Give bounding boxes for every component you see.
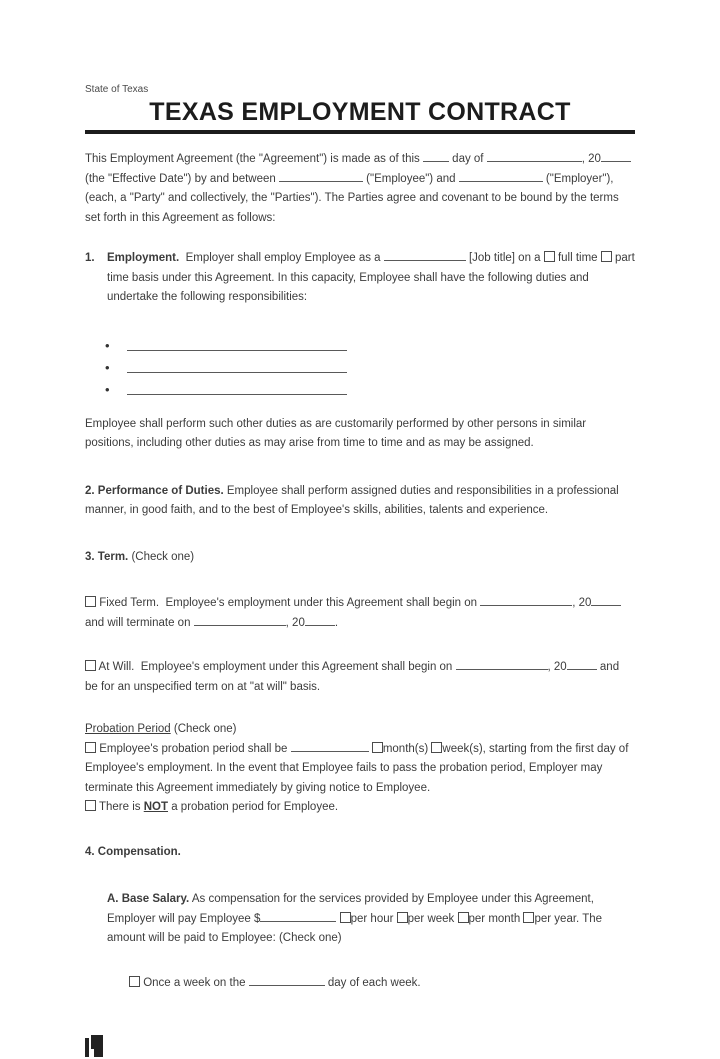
section-2-performance	[85, 482, 635, 521]
text-run: At Will. Employee's employment under this Agreement shall begin on	[96, 661, 456, 673]
blank-field[interactable]	[305, 614, 335, 626]
blank-field[interactable]	[127, 362, 347, 373]
other-duties-paragraph	[85, 415, 635, 454]
text-run: per hour	[350, 912, 397, 925]
page-title: TEXAS EMPLOYMENT CONTRACT	[149, 98, 571, 126]
section-1-employment	[85, 249, 638, 308]
text-run: per year. The amount will be paid to Employee: (Check one)	[107, 912, 606, 944]
text-run: a probation period for Employee.	[168, 801, 339, 813]
duty-bullet-item	[85, 357, 635, 379]
text-run: per week	[407, 912, 458, 925]
blank-field[interactable]	[279, 170, 363, 182]
text-run: (Check one)	[128, 550, 195, 563]
base-salary-paragraph	[85, 890, 635, 949]
text-run: ("Employer"), (each, a "Party" and collectively, the "Parties"). The Parties agree and covenant to be bound by the terms set forth in this Agreement as follows:	[85, 172, 622, 224]
blank-field[interactable]	[567, 658, 597, 670]
term-option-fixed	[85, 594, 635, 633]
blank-field[interactable]	[423, 150, 449, 162]
text-run: Employee shall perform such other duties as are customarily performed by other persons in similar positions, including other duties as may arise from time to time and as may be assigned.	[85, 417, 590, 449]
text-run: Employment.	[107, 252, 180, 264]
checkbox[interactable]	[129, 976, 140, 987]
text-run: full time	[554, 252, 601, 264]
blank-field[interactable]	[456, 658, 548, 670]
text-run: 2. Performance of Duties.	[85, 484, 224, 497]
text-run: , 20	[547, 661, 567, 673]
document-blocks	[85, 150, 638, 993]
checkbox[interactable]	[544, 251, 555, 262]
payment-option-once-a-week	[85, 974, 635, 994]
text-run: There is	[96, 801, 144, 813]
text-run: (Check one)	[170, 723, 237, 735]
text-run: day of each week.	[324, 976, 421, 989]
checkbox[interactable]	[523, 912, 534, 923]
blank-field[interactable]	[127, 384, 347, 395]
text-run: ("Employee") and	[362, 172, 459, 185]
logo-left-bar	[85, 1038, 89, 1057]
blank-field[interactable]	[601, 150, 631, 162]
bullet-icon: •	[105, 359, 110, 375]
blank-field[interactable]	[384, 249, 466, 261]
blank-field[interactable]	[480, 594, 572, 606]
checkbox[interactable]	[431, 742, 442, 753]
text-run: (the "Effective Date") by and between	[85, 153, 635, 185]
text-run: day of	[448, 153, 487, 165]
text-run: part time basis under this Agreement. In this capacity, Employee shall have the following duties and undertake the following responsibilities:	[107, 252, 638, 303]
text-run: NOT	[143, 801, 169, 813]
section-3-term-heading	[85, 548, 635, 568]
text-run: Employee shall perform assigned duties and responsibilities in a professional manner, in good faith, and to the best of Employee's skills, abilities, talents and experience.	[85, 484, 622, 516]
probation-option-none	[85, 798, 635, 818]
title-divider	[85, 130, 635, 134]
probation-period-heading	[85, 720, 635, 740]
blank-field[interactable]	[249, 974, 325, 986]
text-run: Employer shall employ Employee as a	[179, 252, 384, 264]
blank-field[interactable]	[459, 170, 543, 182]
text-run: and will terminate on	[85, 597, 625, 629]
text-run: This Employment Agreement (the "Agreement") is made as of this	[85, 153, 423, 165]
blank-field[interactable]	[591, 594, 621, 606]
text-run: Employee's probation period shall be	[96, 742, 291, 755]
checkbox[interactable]	[601, 251, 612, 262]
blank-field[interactable]	[127, 340, 347, 351]
bullet-icon: •	[105, 381, 110, 397]
text-run: , 20	[581, 153, 601, 165]
text-run: Once a week on the	[140, 976, 249, 989]
checkbox[interactable]	[85, 596, 96, 607]
text-run: and be for an unspecified term on at "at will" basis.	[85, 661, 623, 693]
text-run: .	[334, 616, 339, 629]
probation-option-duration	[85, 740, 635, 799]
legal-templates-logo	[85, 1035, 104, 1059]
duty-bullet-item	[85, 379, 635, 401]
section-number: 1.	[85, 252, 95, 264]
checkbox[interactable]	[85, 660, 96, 671]
section-4-compensation-heading	[85, 843, 635, 863]
text-run: Probation Period	[85, 723, 171, 735]
text-run: [Job title] on a	[465, 252, 544, 264]
logo-notch	[91, 1049, 94, 1057]
text-run: , 20	[572, 597, 592, 609]
text-run: As compensation for the services provided by Employee under this Agreement, Employer will pay Employee $	[107, 893, 598, 925]
duties-bullet-list	[85, 335, 635, 401]
blank-field[interactable]	[487, 150, 582, 162]
checkbox[interactable]	[85, 800, 96, 811]
section-content	[107, 249, 638, 308]
bullet-icon: •	[105, 337, 110, 353]
blank-field[interactable]	[194, 614, 286, 626]
duty-bullet-item	[85, 335, 635, 357]
text-run: week(s), starting from the first day of Employee's employment. In the event that Employee fails to pass the probation period, Employer may terminate this Agreement immediately by giving notice to Employee.	[85, 742, 632, 794]
term-option-at-will	[85, 658, 635, 697]
text-run: 3. Term.	[85, 550, 129, 563]
intro-paragraph	[85, 150, 635, 228]
checkbox[interactable]	[397, 912, 408, 923]
state-label: State of Texas	[85, 84, 149, 95]
text-run: , 20	[285, 616, 305, 629]
checkbox[interactable]	[372, 742, 383, 753]
checkbox[interactable]	[340, 912, 351, 923]
text-run: per month	[468, 912, 524, 925]
blank-field[interactable]	[260, 910, 336, 922]
checkbox[interactable]	[85, 742, 96, 753]
text-run: A. Base Salary.	[107, 893, 190, 905]
text-run: 4. Compensation.	[85, 845, 181, 858]
text-run: Fixed Term. Employee's employment under this Agreement shall begin on	[96, 597, 481, 609]
checkbox[interactable]	[458, 912, 469, 923]
blank-field[interactable]	[291, 740, 369, 752]
text-run: month(s)	[382, 742, 432, 755]
